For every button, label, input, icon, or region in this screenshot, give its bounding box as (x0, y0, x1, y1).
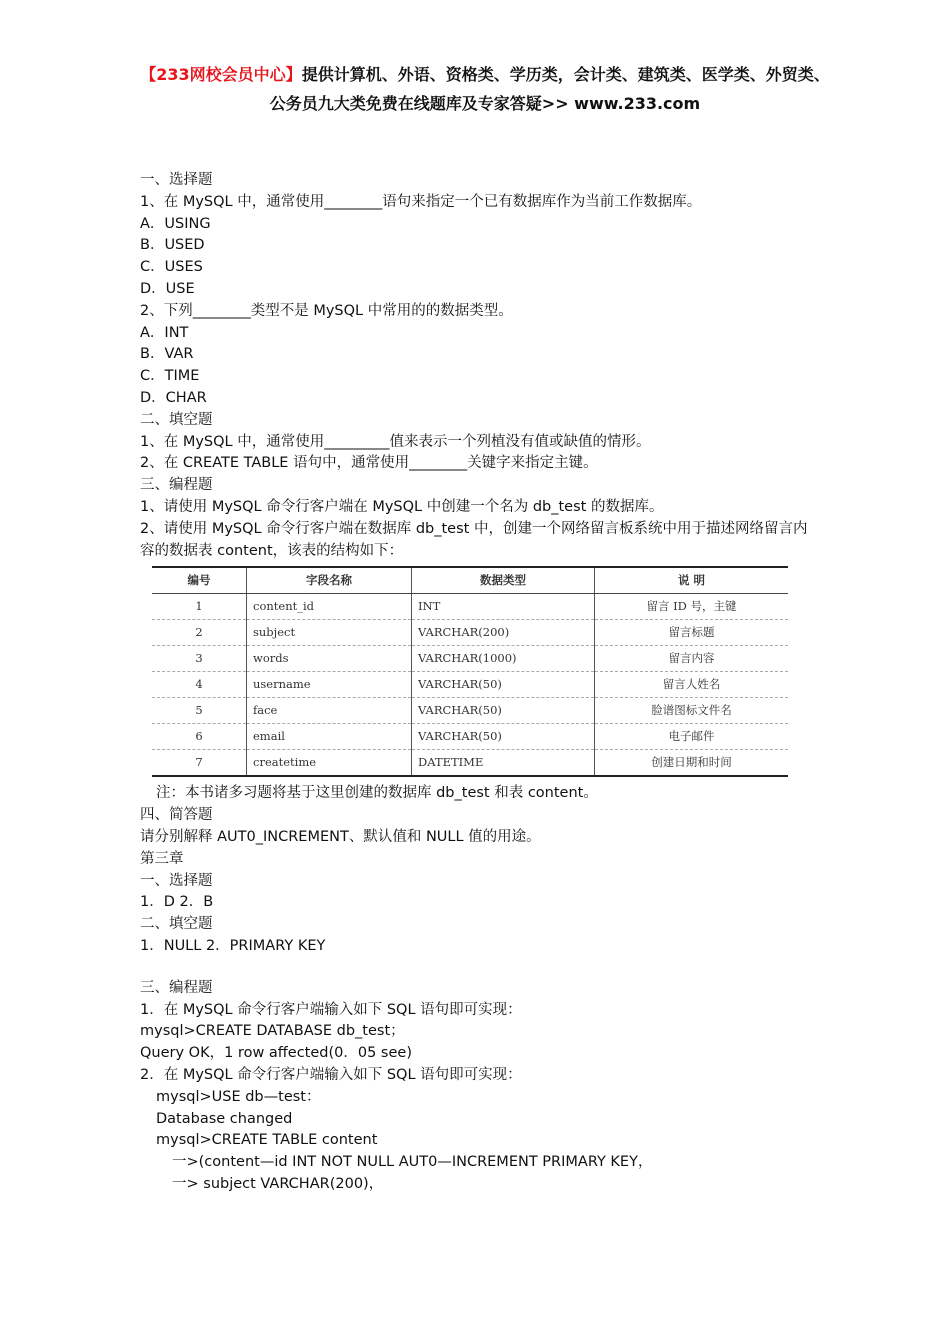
cell-desc: 脸谱图标文件名 (595, 698, 789, 724)
answer-programming-1: 1．在 MySQL 命令行客户端输入如下 SQL 语句即可实现： (140, 1001, 522, 1018)
document-content (140, 170, 820, 1196)
section-heading-choice: 一、选择题 (140, 172, 213, 188)
blank-line (140, 958, 820, 978)
column-header-no: 编号 (152, 567, 247, 594)
fill-question-1: 1、在 MySQL 中，通常使用_________值来表示一个列植没有值或缺值的情形。 (140, 433, 651, 450)
cell-desc: 留言内容 (595, 646, 789, 672)
table-note: 注：本书诸多习题将基于这里创建的数据库 db_test 和表 content。 (156, 785, 598, 802)
sql-line: mysql>CREATE TABLE content (156, 1132, 378, 1149)
short-answer-question: 请分别解释 AUT0_INCREMENT、默认值和 NULL 值的用途。 (140, 828, 541, 845)
cell-desc: 留言标题 (595, 620, 789, 646)
cell-type: VARCHAR(200) (412, 620, 595, 646)
cell-field: email (247, 724, 412, 750)
table-row (152, 620, 788, 646)
questions-section (140, 170, 820, 562)
banner-brand[interactable]: 【233网校会员中心】 (140, 65, 302, 84)
answer-fill: 1．NULL 2．PRIMARY KEY (140, 937, 326, 954)
option-c: C．TIME (140, 368, 200, 385)
cell-field: words (247, 646, 412, 672)
sql-line: 一>(content—id INT NOT NULL AUT0—INCREMENT PRIMARY KEY， (172, 1154, 653, 1171)
cell-desc: 留言 ID 号，主键 (595, 594, 789, 620)
table-row (152, 698, 788, 724)
option-d: D．USE (140, 280, 195, 297)
content-structure-table-wrapper (152, 566, 788, 777)
programming-question-2: 2、请使用 MySQL 命令行客户端在数据库 db_test 中，创建一个网络留言板系统中用于描述网络留言内容的数据表 content，该表的结构如下： (140, 520, 808, 559)
cell-no: 2 (152, 620, 247, 646)
chapter-heading: 第三章 (140, 850, 184, 867)
cell-desc: 创建日期和时间 (595, 750, 789, 777)
question-1: 1、在 MySQL 中，通常使用________语句来指定一个已有数据库作为当前工作数据库。 (140, 193, 702, 210)
table-row (152, 724, 788, 750)
programming-question-1: 1、请使用 MySQL 命令行客户端在 MySQL 中创建一个名为 db_test 的数据库。 (140, 498, 664, 515)
column-header-type: 数据类型 (412, 567, 595, 594)
section-heading-programming: 三、编程题 (140, 477, 213, 494)
option-b: B．VAR (140, 346, 194, 363)
cell-field: createtime (247, 750, 412, 777)
sql-line: 一> subject VARCHAR(200)， (172, 1175, 384, 1192)
sql-output: Query OK，1 row affected(0．05 see) (140, 1045, 412, 1062)
site-banner (140, 60, 830, 118)
table-row (152, 750, 788, 777)
fill-question-2: 2、在 CREATE TABLE 语句中，通常使用________关键字来指定主键。 (140, 455, 598, 472)
cell-no: 7 (152, 750, 247, 777)
cell-no: 3 (152, 646, 247, 672)
cell-desc: 电子邮件 (595, 724, 789, 750)
question-2: 2、下列________类型不是 MySQL 中常用的的数据类型。 (140, 302, 513, 319)
cell-field: subject (247, 620, 412, 646)
cell-type: DATETIME (412, 750, 595, 777)
answer-heading-fill: 二、填空题 (140, 916, 213, 933)
cell-type: VARCHAR(50) (412, 724, 595, 750)
cell-desc: 留言人姓名 (595, 672, 789, 698)
option-a: A．INT (140, 324, 189, 341)
table-row (152, 646, 788, 672)
cell-type: INT (412, 594, 595, 620)
table-header-row (152, 567, 788, 594)
table-row (152, 594, 788, 620)
option-c: C．USES (140, 259, 203, 276)
section-heading-short-answer: 四、简答题 (140, 807, 213, 824)
cell-type: VARCHAR(1000) (412, 646, 595, 672)
cell-field: face (247, 698, 412, 724)
cell-no: 4 (152, 672, 247, 698)
section-heading-fill: 二、填空题 (140, 411, 213, 428)
option-d: D．CHAR (140, 389, 207, 406)
content-structure-table (152, 566, 788, 777)
column-header-field: 字段名称 (247, 567, 412, 594)
cell-no: 1 (152, 594, 247, 620)
option-a: A．USING (140, 215, 211, 232)
sql-line: mysql>USE db—test： (156, 1088, 321, 1105)
cell-no: 6 (152, 724, 247, 750)
answer-heading-choice: 一、选择题 (140, 872, 213, 889)
table-row (152, 672, 788, 698)
sql-line: mysql>CREATE DATABASE db_test； (140, 1023, 405, 1040)
cell-type: VARCHAR(50) (412, 672, 595, 698)
column-header-desc: 说 明 (595, 567, 789, 594)
banner-text: 提供计算机、外语、资格类、学历类，会计类、建筑类、医学类、外贸类、公务员九大类免费在线题库及专家答疑>> www.233.com (269, 65, 830, 113)
answers-section (140, 783, 820, 1195)
cell-field: content_id (247, 594, 412, 620)
cell-no: 5 (152, 698, 247, 724)
option-b: B．USED (140, 237, 205, 254)
cell-field: username (247, 672, 412, 698)
answer-choice: 1．D 2．B (140, 894, 214, 911)
answer-programming-2: 2．在 MySQL 命令行客户端输入如下 SQL 语句即可实现： (140, 1066, 522, 1083)
sql-output: Database changed (156, 1110, 293, 1127)
answer-heading-programming: 三、编程题 (140, 979, 213, 996)
cell-type: VARCHAR(50) (412, 698, 595, 724)
